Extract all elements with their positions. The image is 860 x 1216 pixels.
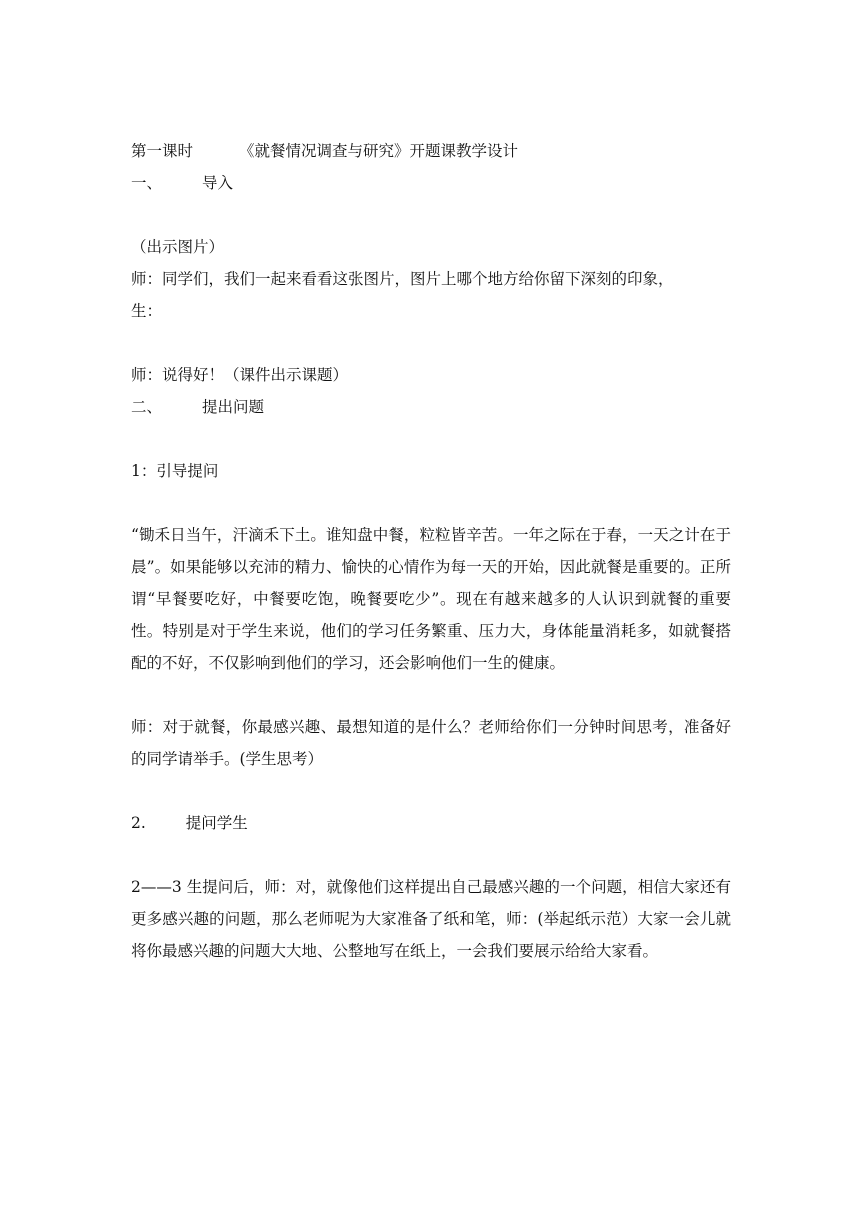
teacher-praise: 师：说得好！（课件出示课题）: [131, 366, 349, 384]
step-heading-guide: 1：引导提问: [131, 462, 219, 480]
title-main: 《就餐情况调查与研究》开题课教学设计: [239, 142, 519, 160]
section-heading-questions: [131, 391, 731, 423]
title-prefix: 第一课时: [131, 142, 194, 160]
step-label: 提问学生: [185, 814, 248, 832]
teacher-prompt-paragraph: 师：对于就餐，你最感兴趣、最想知道的是什么？老师给你们一分钟时间思考，准备好的同学请举手。(学生思考）: [131, 718, 731, 768]
document-title: [131, 135, 731, 167]
section-number: 一、: [131, 174, 163, 192]
student-response: 生：: [131, 302, 163, 320]
quote-paragraph: “锄禾日当午，汗滴禾下土。谁知盘中餐，粒粒皆辛苦。一年之际在于春，一天之计在于晨”。如果能够以充沛的精力、愉快的心情作为每一天的开始，因此就餐是重要的。正所谓“早餐要吃好，中餐要吃饱，晚餐要吃少”。现在有越来越多的人认识到就餐的重要性。特别是对于学生来说，他们的学习任务繁重、压力大，身体能量消耗多，如就餐搭配的不好，不仅影响到他们的学习，还会影响他们一生的健康。: [131, 526, 731, 672]
teacher-question: 师：同学们，我们一起来看看这张图片，图片上哪个地方给你留下深刻的印象，: [131, 270, 674, 288]
section-label: 导入: [202, 174, 234, 192]
show-picture-note: （出示图片）: [131, 238, 225, 256]
section-label: 提出问题: [202, 398, 265, 416]
document-page: [131, 135, 731, 967]
step2-paragraph: 2——3 生提问后，师：对，就像他们这样提出自己最感兴趣的一个问题，相信大家还有更多感兴趣的问题，那么老师呢为大家准备了纸和笔，师：(举起纸示范）大家一会儿就将你最感兴趣的问题大大地、公整地写在纸上，一会我们要展示给给大家看。: [131, 878, 731, 960]
section-number: 二、: [131, 398, 163, 416]
section-heading-intro: [131, 167, 731, 199]
step-number: 2.: [131, 814, 146, 832]
step-heading-ask: [131, 807, 731, 839]
